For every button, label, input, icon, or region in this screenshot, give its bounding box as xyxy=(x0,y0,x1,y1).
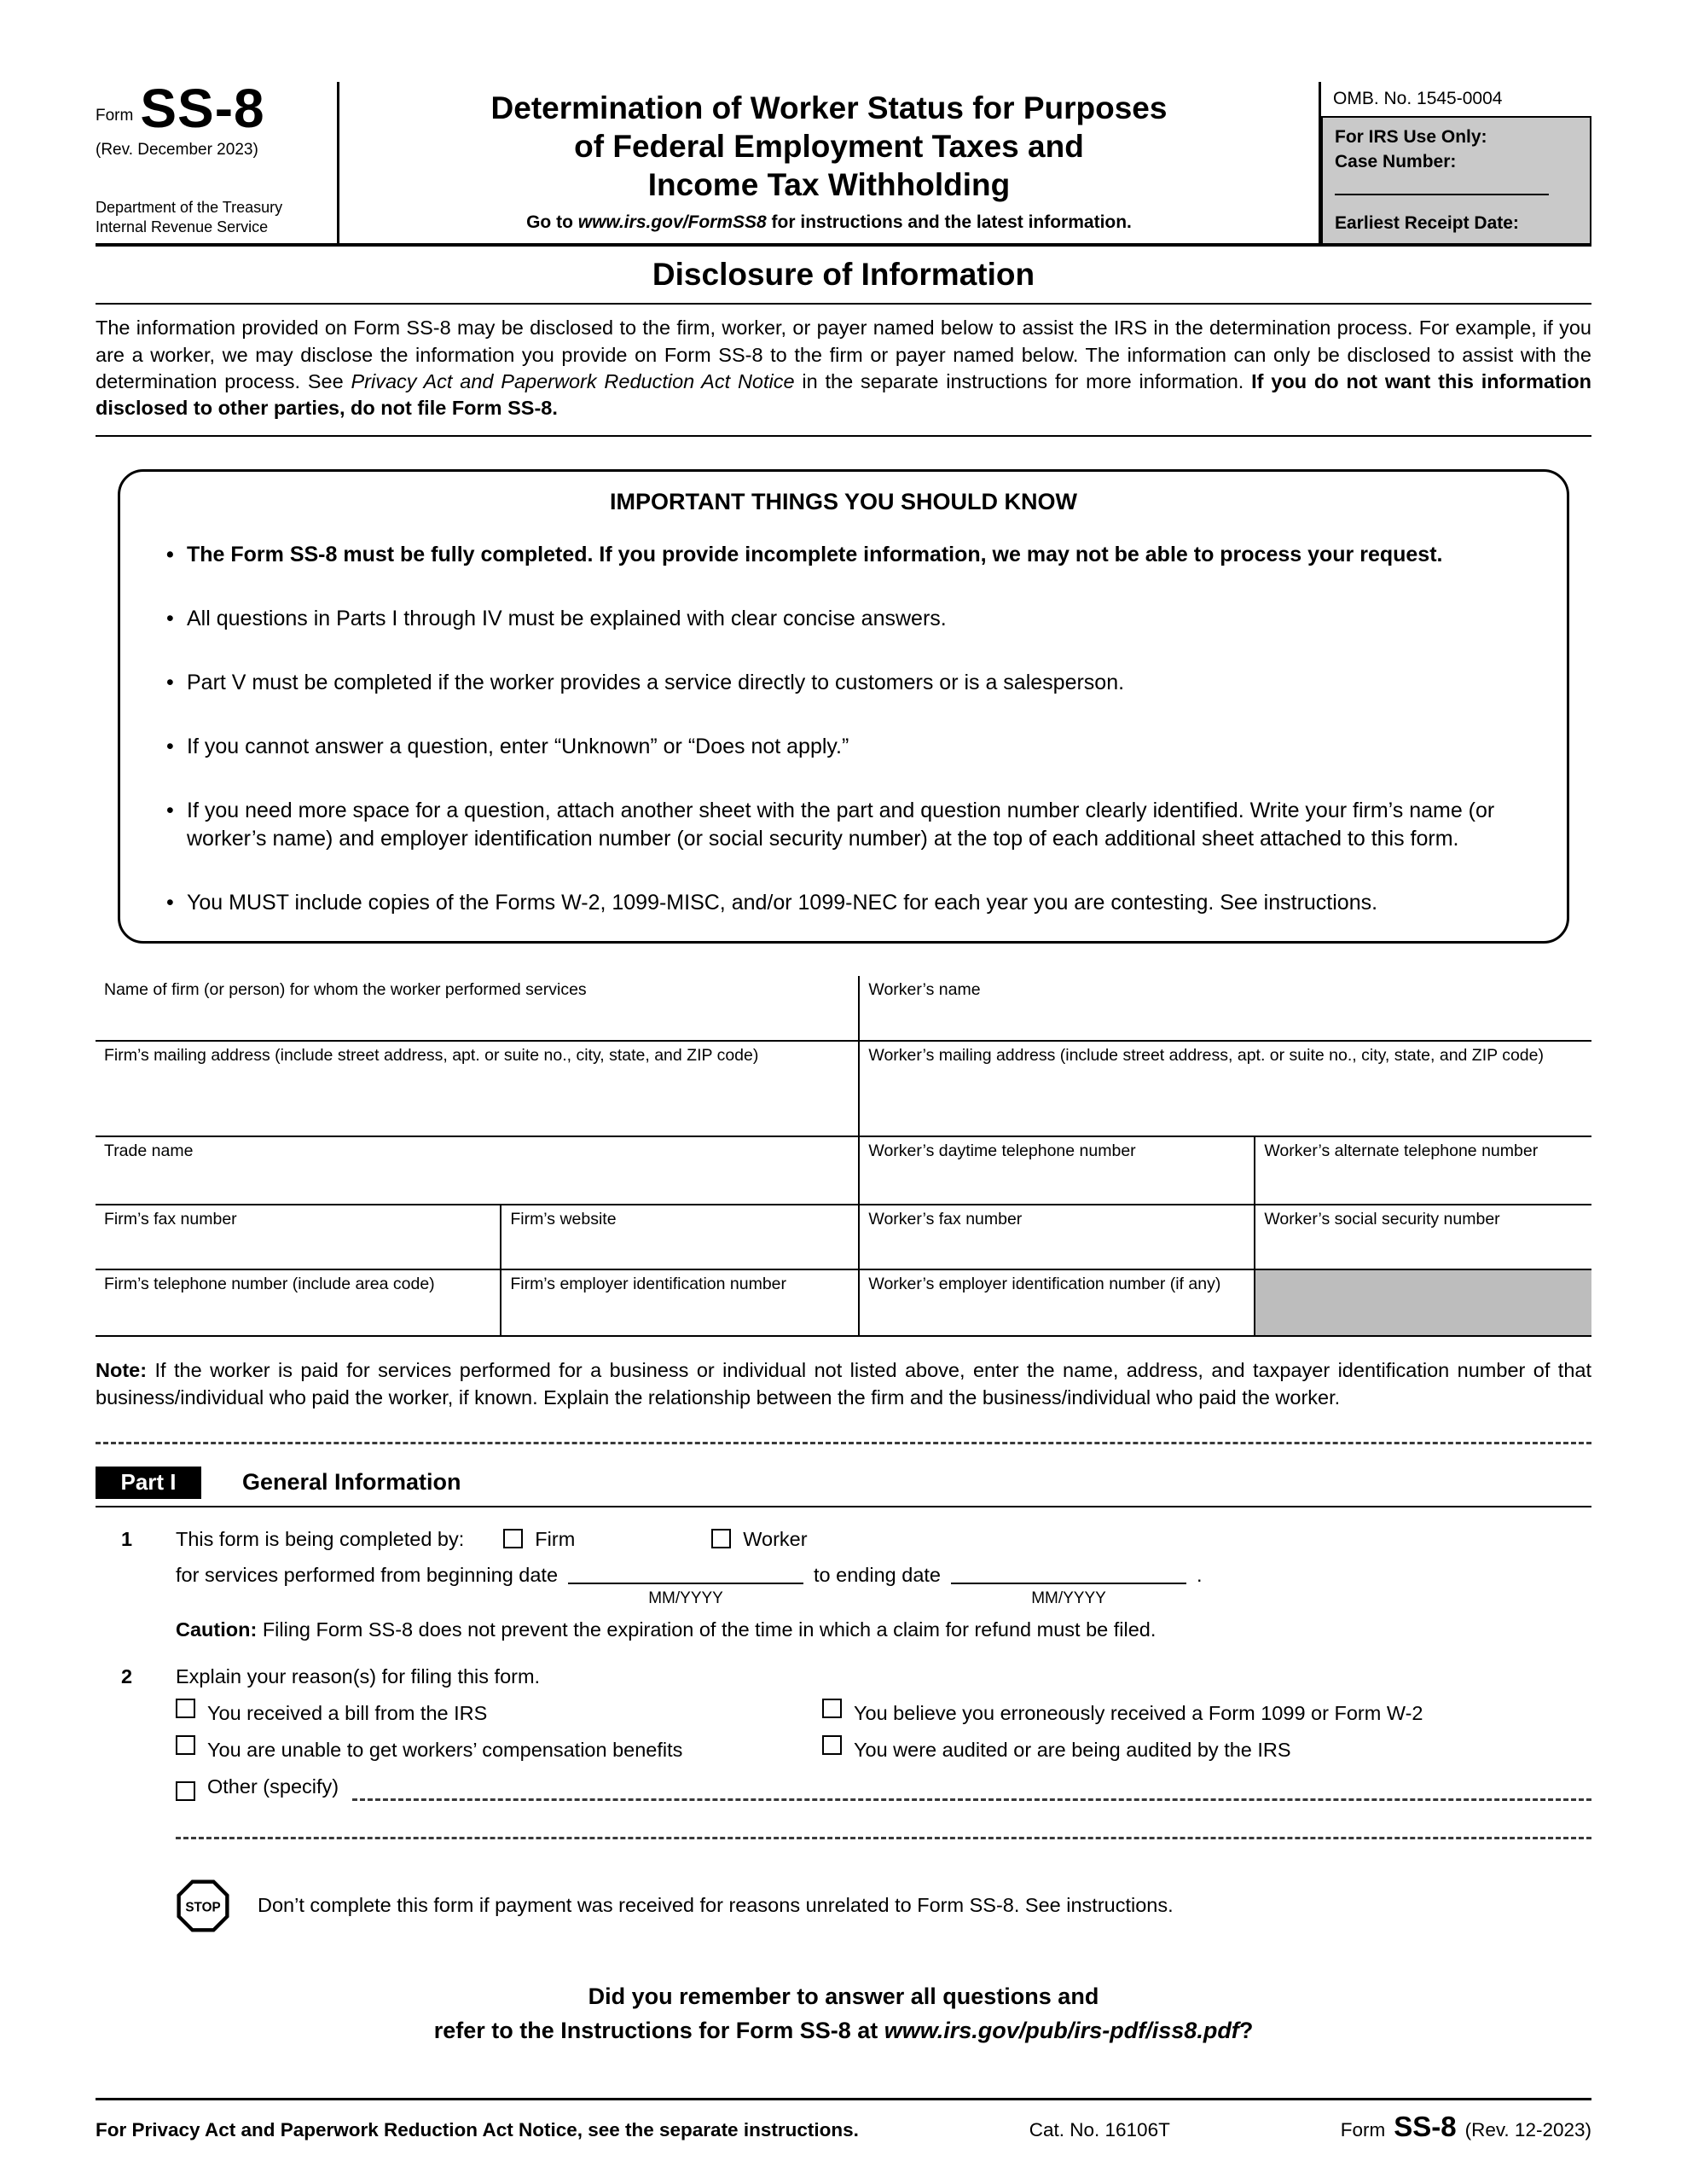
reason-1099-label: You believe you erroneously received a Form 1099 or Form W-2 xyxy=(854,1701,1423,1724)
footer-row xyxy=(96,2111,1591,2143)
irs-use-column xyxy=(1319,82,1591,243)
reason-bill-checkbox[interactable] xyxy=(176,1699,195,1718)
sentence-period: . xyxy=(1197,1563,1203,1586)
reason-row-2 xyxy=(176,1735,1591,1764)
reason-other-row xyxy=(176,1772,1591,1801)
reason-1099-checkbox[interactable] xyxy=(822,1699,842,1718)
worker-option-label: Worker xyxy=(743,1527,808,1550)
reason-row-1 xyxy=(176,1699,1591,1728)
reminder-line-2-prefix: refer to the Instructions for Form SS-8 at xyxy=(433,2018,884,2044)
worker-alt-phone-label: Worker’s alternate telephone number xyxy=(1264,1141,1539,1161)
disclosure-heading: Disclosure of Information xyxy=(652,257,1035,293)
worker-name-cell[interactable] xyxy=(859,976,1591,1041)
firm-address-cell[interactable] xyxy=(96,1041,859,1136)
footer-form-id xyxy=(1341,2111,1591,2143)
ending-date-field[interactable] xyxy=(951,1560,1186,1611)
worker-daytime-phone-cell[interactable] xyxy=(859,1136,1255,1205)
goto-instructions xyxy=(360,212,1298,235)
worker-address-cell[interactable] xyxy=(859,1041,1591,1136)
firm-phone-label: Firm’s telephone number (include area code) xyxy=(104,1275,435,1294)
firm-name-label: Name of firm (or person) for whom the worker performed services xyxy=(104,980,587,1000)
other-specify-input[interactable] xyxy=(352,1779,1591,1801)
part-1-section xyxy=(96,1467,1591,1933)
form-number-label: SS-8 xyxy=(140,78,265,139)
footer-rule xyxy=(96,2098,1591,2100)
reason-audit-checkbox[interactable] xyxy=(822,1735,842,1755)
form-header xyxy=(96,78,1591,247)
stop-sign-label: STOP xyxy=(185,1900,221,1915)
form-title-line-1: Determination of Worker Status for Purposes xyxy=(490,90,1168,125)
disclosure-section xyxy=(96,247,1591,437)
omb-number: OMB. No. 1545-0004 xyxy=(1333,89,1503,108)
reason-other-checkbox[interactable] xyxy=(176,1781,195,1801)
note-text: If the worker is paid for services performed for a business or individual not listed above, enter the name, address, and taxpayer identification number of that business/individual who paid the worker, if known. Explain the relationship between the firm and the business/individual who paid the worker. xyxy=(96,1359,1591,1409)
worker-address-label: Worker’s mailing address (include street address, apt. or suite no., city, state, and ZIP code) xyxy=(868,1046,1544,1066)
reminder-line-2-suffix: ? xyxy=(1238,2018,1254,2044)
important-bullet-1: • The Form SS-8 must be fully completed. If you provide incomplete information, we may not be able to process your request. xyxy=(159,541,1528,569)
form-revision: (Rev. December 2023) xyxy=(96,140,258,159)
important-heading: IMPORTANT THINGS YOU SHOULD KNOW xyxy=(610,489,1077,515)
identification-fields-table xyxy=(96,976,1591,1337)
beginning-date-label: for services performed from beginning date xyxy=(176,1563,559,1586)
worker-ein-cell[interactable] xyxy=(859,1269,1255,1336)
dashed-separator-bottom xyxy=(176,1837,1591,1839)
reason-audit-option xyxy=(822,1735,1291,1764)
footer-form-number: SS-8 xyxy=(1394,2110,1457,2142)
reason-bill-option xyxy=(176,1699,822,1728)
reminder-line-1: Did you remember to answer all questions and xyxy=(588,1983,1099,2009)
rule-under-disclosure-text xyxy=(96,435,1591,437)
stop-note-text: Don’t complete this form if payment was received for reasons unrelated to Form SS-8. See instructions. xyxy=(258,1894,1174,1917)
privacy-act-reference: Privacy Act and Paperwork Reduction Act Notice xyxy=(351,369,795,392)
dashed-separator-top xyxy=(96,1442,1591,1444)
earliest-receipt-label: Earliest Receipt Date: xyxy=(1335,212,1519,233)
form-ss8-url: www.irs.gov/FormSS8 xyxy=(577,212,767,233)
ending-date-line xyxy=(951,1560,1186,1584)
note-paragraph xyxy=(96,1357,1591,1411)
shaded-blocked-cell xyxy=(1255,1269,1591,1336)
reason-bill-label: You received a bill from the IRS xyxy=(207,1701,488,1724)
department-line: Department of the Treasury xyxy=(96,199,283,217)
stop-note xyxy=(176,1879,1591,1933)
reminder-line-2 xyxy=(96,2013,1591,2048)
reason-comp-checkbox[interactable] xyxy=(176,1735,195,1755)
question-2-text: Explain your reason(s) for filing this form. xyxy=(176,1664,541,1687)
worker-daytime-phone-label: Worker’s daytime telephone number xyxy=(868,1141,1136,1161)
caution-paragraph xyxy=(176,1615,1591,1644)
form-word-label: Form xyxy=(96,106,134,125)
firm-address-label: Firm’s mailing address (include street address, apt. or suite no., city, state, and ZIP code) xyxy=(104,1046,759,1066)
irs-use-only-box xyxy=(1321,116,1591,243)
case-number-label: Case Number: xyxy=(1335,152,1457,172)
trade-name-label: Trade name xyxy=(104,1141,194,1161)
firm-fax-cell[interactable] xyxy=(96,1205,501,1269)
reason-other-label: Other (specify) xyxy=(207,1774,339,1798)
question-1-line-2 xyxy=(176,1560,1591,1611)
trade-name-cell[interactable] xyxy=(96,1136,859,1205)
reason-comp-option xyxy=(176,1735,822,1764)
worker-checkbox[interactable] xyxy=(711,1529,731,1548)
disclosure-text xyxy=(96,305,1591,435)
disclosure-text-part1: The information provided on Form SS-8 may be disclosed to the firm, worker, or payer named below to assist the IRS in the determination process. For example, if you are a worker, we may disclose the information you provide on Form SS-8 to the firm or payer named below. The information can only be disclosed to assist with the determination process. See xyxy=(96,317,1591,392)
question-1-body xyxy=(176,1525,1591,1611)
catalog-number: Cat. No. 16106T xyxy=(1029,2118,1170,2140)
worker-ssn-label: Worker’s social security number xyxy=(1264,1210,1500,1229)
worker-alt-phone-cell[interactable] xyxy=(1255,1136,1591,1205)
caution-label: Caution: xyxy=(176,1618,258,1641)
form-title-line-2: of Federal Employment Taxes and xyxy=(574,129,1084,165)
part-1-badge: Part I xyxy=(96,1467,201,1499)
firm-fax-label: Firm’s fax number xyxy=(104,1210,237,1229)
beginning-date-line xyxy=(568,1560,803,1584)
case-number-input[interactable] xyxy=(1335,175,1549,195)
important-box xyxy=(118,469,1569,944)
question-2-body xyxy=(176,1662,1591,1839)
goto-prefix: Go to xyxy=(526,212,578,233)
part-1-title: General Information xyxy=(242,1469,461,1496)
caution-text: Filing Form SS-8 does not prevent the expiration of the time in which a claim for refund must be filed. xyxy=(257,1618,1157,1641)
important-bullet-6: • You MUST include copies of the Forms W-2, 1099-MISC, and/or 1099-NEC for each year you are contesting. See instructions. xyxy=(159,889,1528,917)
question-1 xyxy=(96,1525,1591,1611)
part-1-header xyxy=(96,1467,1591,1507)
firm-option-label: Firm xyxy=(535,1527,576,1550)
disclosure-warning: If you do not want this information disclosed to other parties, do not file Form SS-8. xyxy=(96,369,1592,420)
stop-sign-icon xyxy=(176,1879,230,1933)
worker-name-label: Worker’s name xyxy=(868,980,981,1000)
agency-line: Internal Revenue Service xyxy=(96,218,269,235)
disclosure-text-part2: in the separate instructions for more information. xyxy=(794,369,1252,392)
important-bullet-3: • Part V must be completed if the worker provides a service directly to customers or is a salesperson. xyxy=(159,669,1528,697)
firm-phone-cell[interactable] xyxy=(96,1269,501,1336)
form-id xyxy=(96,78,327,139)
question-2-number: 2 xyxy=(121,1664,133,1687)
completed-by-label: This form is being completed by: xyxy=(176,1527,465,1550)
important-bullet-list xyxy=(159,541,1528,917)
worker-ssn-cell[interactable] xyxy=(1255,1205,1591,1269)
irs-use-only-label: For IRS Use Only: xyxy=(1335,127,1487,147)
ending-date-format-hint: MM/YYYY xyxy=(1031,1589,1106,1607)
firm-checkbox[interactable] xyxy=(503,1529,523,1548)
ending-date-label: to ending date xyxy=(814,1563,941,1586)
question-2 xyxy=(96,1662,1591,1839)
worker-ein-label: Worker’s employer identification number (if any) xyxy=(868,1275,1221,1294)
worker-fax-cell[interactable] xyxy=(859,1205,1255,1269)
question-1-number: 1 xyxy=(121,1527,133,1550)
beginning-date-field[interactable] xyxy=(568,1560,803,1611)
reason-1099-option xyxy=(822,1699,1423,1728)
reason-audit-label: You were audited or are being audited by the IRS xyxy=(854,1738,1291,1761)
privacy-act-notice: For Privacy Act and Paperwork Reduction Act Notice, see the separate instructions. xyxy=(96,2118,859,2140)
important-bullet-2: • All questions in Parts I through IV must be explained with clear concise answers. xyxy=(159,605,1528,633)
important-bullet-4: • If you cannot answer a question, enter “Unknown” or “Does not apply.” xyxy=(159,733,1528,761)
reminder-block xyxy=(96,1979,1591,2048)
important-bullet-5: • If you need more space for a question, attach another sheet with the part and question number clearly identified. Write your firm’s name (or worker’s name) and employer identification number (or social security number) at the top of each additional sheet attached to this form. xyxy=(159,797,1528,853)
firm-name-cell[interactable] xyxy=(96,976,859,1041)
goto-suffix: for instructions and the latest information. xyxy=(766,212,1132,233)
firm-website-label: Firm’s website xyxy=(510,1210,617,1229)
beginning-date-format-hint: MM/YYYY xyxy=(648,1589,723,1607)
reason-comp-label: You are unable to get workers’ compensation benefits xyxy=(207,1738,683,1761)
instructions-pdf-url: www.irs.gov/pub/irs-pdf/iss8.pdf xyxy=(884,2018,1239,2044)
form-title-line-3: Income Tax Withholding xyxy=(647,167,1011,203)
footer-form-word: Form xyxy=(1340,2118,1386,2140)
worker-fax-label: Worker’s fax number xyxy=(868,1210,1023,1229)
firm-ein-cell[interactable] xyxy=(501,1269,859,1336)
footer-form-revision: (Rev. 12-2023) xyxy=(1464,2118,1591,2140)
question-1-line-1 xyxy=(176,1525,1591,1554)
form-id-block xyxy=(96,78,339,243)
note-label: Note: xyxy=(96,1359,148,1382)
form-title xyxy=(360,89,1298,204)
firm-ein-label: Firm’s employer identification number xyxy=(510,1275,787,1294)
form-title-block xyxy=(339,82,1319,243)
agency-block xyxy=(96,198,327,236)
firm-website-cell[interactable] xyxy=(501,1205,859,1269)
